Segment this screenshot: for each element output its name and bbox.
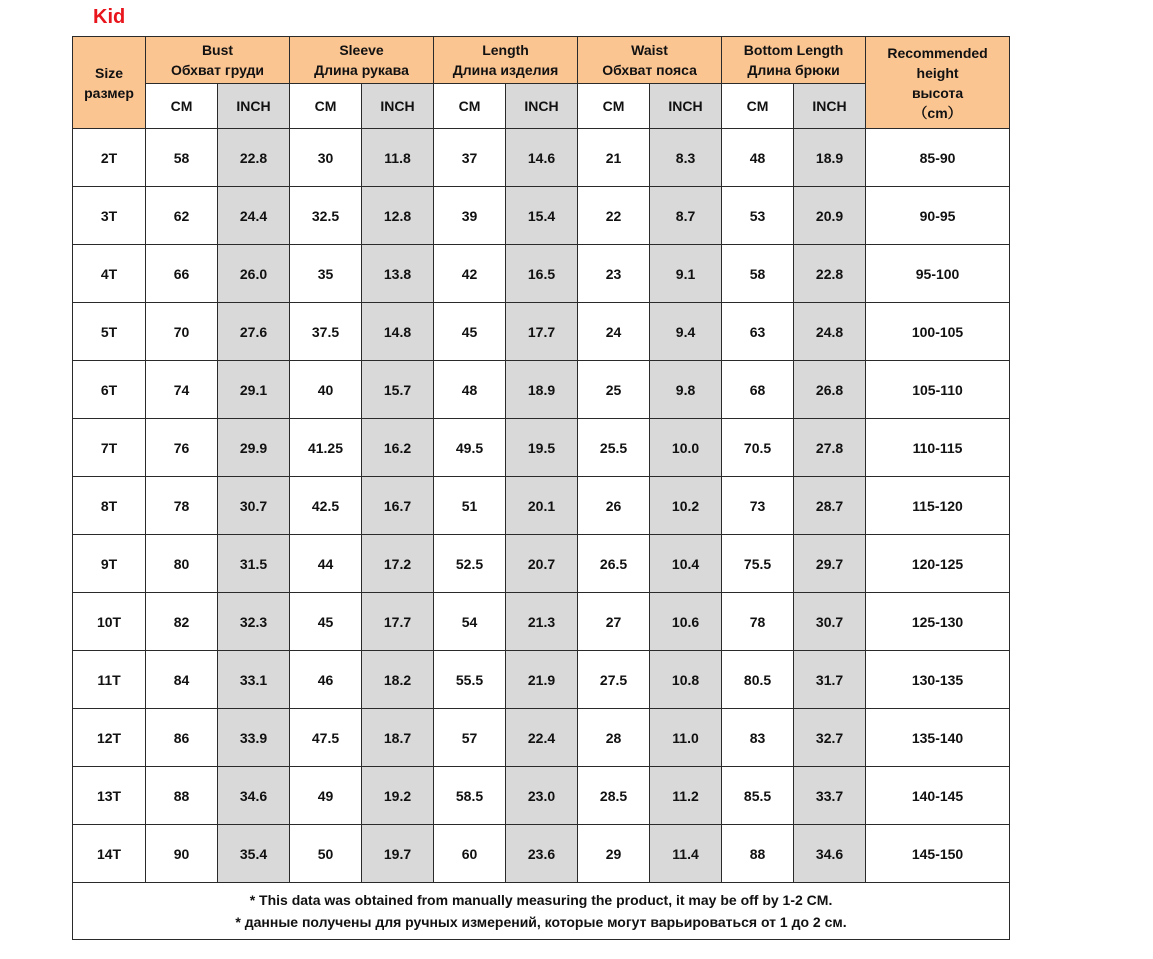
cell-bottom-length-inch: 29.7	[794, 535, 866, 593]
note-russian: * данные получены для ручных измерений, которые могут варьироваться от 1 до 2 см.	[235, 914, 847, 930]
cell-waist-cm: 27.5	[578, 651, 650, 709]
cell-bottom-length-inch: 31.7	[794, 651, 866, 709]
cell-waist-cm: 23	[578, 245, 650, 303]
cell-bust-inch: 24.4	[218, 187, 290, 245]
cell-bust-inch: 33.9	[218, 709, 290, 767]
cell-bottom-length-cm: 53	[722, 187, 794, 245]
unit-inch-header: INCH	[362, 84, 434, 129]
unit-cm-header: CM	[434, 84, 506, 129]
cell-bust-cm: 90	[146, 825, 218, 883]
cell-sleeve-inch: 17.7	[362, 593, 434, 651]
cell-sleeve-inch: 12.8	[362, 187, 434, 245]
cell-length-cm: 60	[434, 825, 506, 883]
header-row-groups	[73, 37, 1010, 84]
cell-bust-cm: 88	[146, 767, 218, 825]
cell-size: 13T	[73, 767, 146, 825]
cell-size: 3T	[73, 187, 146, 245]
cell-bottom-length-cm: 48	[722, 129, 794, 187]
sleeve-header: Sleeve Длина рукава	[290, 37, 434, 84]
cell-bust-inch: 29.9	[218, 419, 290, 477]
cell-waist-inch: 10.6	[650, 593, 722, 651]
cell-length-cm: 45	[434, 303, 506, 361]
cell-size: 8T	[73, 477, 146, 535]
cell-waist-inch: 10.8	[650, 651, 722, 709]
cell-waist-inch: 10.2	[650, 477, 722, 535]
cell-length-inch: 20.1	[506, 477, 578, 535]
cell-waist-cm: 24	[578, 303, 650, 361]
cell-waist-inch: 8.7	[650, 187, 722, 245]
cell-length-inch: 21.3	[506, 593, 578, 651]
recommended-height-header: Recommended height высота （cm）	[866, 37, 1010, 129]
cell-waist-inch: 11.2	[650, 767, 722, 825]
cell-length-cm: 58.5	[434, 767, 506, 825]
cell-sleeve-cm: 35	[290, 245, 362, 303]
cell-size: 11T	[73, 651, 146, 709]
table-row	[73, 825, 1010, 883]
cell-size: 10T	[73, 593, 146, 651]
note-english: * This data was obtained from manually measuring the product, it may be off by 1-2 CM.	[249, 892, 833, 908]
cell-bottom-length-inch: 32.7	[794, 709, 866, 767]
cell-size: 9T	[73, 535, 146, 593]
cell-waist-cm: 25	[578, 361, 650, 419]
cell-bottom-length-cm: 75.5	[722, 535, 794, 593]
cell-bust-inch: 26.0	[218, 245, 290, 303]
table-row	[73, 709, 1010, 767]
cell-bottom-length-inch: 27.8	[794, 419, 866, 477]
cell-sleeve-inch: 16.7	[362, 477, 434, 535]
cell-length-cm: 54	[434, 593, 506, 651]
cell-waist-cm: 22	[578, 187, 650, 245]
cell-bust-inch: 33.1	[218, 651, 290, 709]
cell-recommended-height: 135-140	[866, 709, 1010, 767]
cell-bust-cm: 62	[146, 187, 218, 245]
cell-bottom-length-cm: 63	[722, 303, 794, 361]
cell-sleeve-inch: 18.2	[362, 651, 434, 709]
table-row	[73, 535, 1010, 593]
cell-sleeve-inch: 16.2	[362, 419, 434, 477]
cell-recommended-height: 145-150	[866, 825, 1010, 883]
cell-bust-inch: 22.8	[218, 129, 290, 187]
cell-bottom-length-cm: 88	[722, 825, 794, 883]
cell-recommended-height: 115-120	[866, 477, 1010, 535]
cell-waist-inch: 9.4	[650, 303, 722, 361]
cell-size: 12T	[73, 709, 146, 767]
cell-bottom-length-cm: 83	[722, 709, 794, 767]
cell-bottom-length-inch: 26.8	[794, 361, 866, 419]
cell-sleeve-inch: 19.7	[362, 825, 434, 883]
cell-bottom-length-inch: 33.7	[794, 767, 866, 825]
cell-length-inch: 23.0	[506, 767, 578, 825]
cell-recommended-height: 85-90	[866, 129, 1010, 187]
bust-header: Bust Обхват груди	[146, 37, 290, 84]
cell-bottom-length-cm: 80.5	[722, 651, 794, 709]
cell-size: 6T	[73, 361, 146, 419]
bottom-length-header: Bottom Length Длина брюки	[722, 37, 866, 84]
cell-length-cm: 57	[434, 709, 506, 767]
table-row	[73, 361, 1010, 419]
cell-waist-cm: 25.5	[578, 419, 650, 477]
cell-recommended-height: 120-125	[866, 535, 1010, 593]
cell-sleeve-inch: 19.2	[362, 767, 434, 825]
cell-bottom-length-inch: 24.8	[794, 303, 866, 361]
cell-sleeve-cm: 30	[290, 129, 362, 187]
cell-bust-cm: 66	[146, 245, 218, 303]
cell-length-inch: 23.6	[506, 825, 578, 883]
cell-waist-inch: 8.3	[650, 129, 722, 187]
cell-waist-inch: 9.1	[650, 245, 722, 303]
cell-length-cm: 42	[434, 245, 506, 303]
cell-bust-cm: 84	[146, 651, 218, 709]
measurement-note	[73, 883, 1010, 940]
cell-bottom-length-inch: 34.6	[794, 825, 866, 883]
cell-sleeve-cm: 45	[290, 593, 362, 651]
cell-length-cm: 48	[434, 361, 506, 419]
cell-bottom-length-cm: 85.5	[722, 767, 794, 825]
cell-waist-inch: 9.8	[650, 361, 722, 419]
length-header: Length Длина изделия	[434, 37, 578, 84]
table-row	[73, 593, 1010, 651]
cell-bust-inch: 34.6	[218, 767, 290, 825]
cell-waist-inch: 10.4	[650, 535, 722, 593]
page-title: Kid	[93, 6, 126, 28]
table-row	[73, 477, 1010, 535]
cell-sleeve-cm: 46	[290, 651, 362, 709]
cell-waist-cm: 28	[578, 709, 650, 767]
cell-bust-cm: 74	[146, 361, 218, 419]
cell-recommended-height: 95-100	[866, 245, 1010, 303]
cell-size: 7T	[73, 419, 146, 477]
table-row	[73, 245, 1010, 303]
cell-bottom-length-inch: 30.7	[794, 593, 866, 651]
cell-sleeve-cm: 32.5	[290, 187, 362, 245]
cell-bust-cm: 82	[146, 593, 218, 651]
cell-length-inch: 18.9	[506, 361, 578, 419]
cell-recommended-height: 140-145	[866, 767, 1010, 825]
table-body	[73, 129, 1010, 883]
cell-sleeve-inch: 11.8	[362, 129, 434, 187]
cell-bust-inch: 29.1	[218, 361, 290, 419]
cell-length-inch: 14.6	[506, 129, 578, 187]
cell-length-cm: 52.5	[434, 535, 506, 593]
unit-cm-header: CM	[578, 84, 650, 129]
cell-bust-cm: 76	[146, 419, 218, 477]
cell-waist-inch: 10.0	[650, 419, 722, 477]
cell-waist-cm: 28.5	[578, 767, 650, 825]
cell-recommended-height: 90-95	[866, 187, 1010, 245]
cell-bottom-length-cm: 58	[722, 245, 794, 303]
cell-length-inch: 16.5	[506, 245, 578, 303]
unit-inch-header: INCH	[650, 84, 722, 129]
cell-bust-cm: 58	[146, 129, 218, 187]
size-header: Size размер	[73, 37, 146, 129]
cell-waist-cm: 27	[578, 593, 650, 651]
cell-recommended-height: 105-110	[866, 361, 1010, 419]
unit-inch-header: INCH	[506, 84, 578, 129]
cell-sleeve-inch: 18.7	[362, 709, 434, 767]
cell-bust-inch: 27.6	[218, 303, 290, 361]
table-row	[73, 419, 1010, 477]
cell-bottom-length-cm: 73	[722, 477, 794, 535]
cell-length-inch: 17.7	[506, 303, 578, 361]
cell-sleeve-inch: 15.7	[362, 361, 434, 419]
cell-bottom-length-inch: 28.7	[794, 477, 866, 535]
cell-length-cm: 55.5	[434, 651, 506, 709]
table-row	[73, 129, 1010, 187]
cell-bottom-length-cm: 70.5	[722, 419, 794, 477]
table-row	[73, 651, 1010, 709]
cell-waist-inch: 11.4	[650, 825, 722, 883]
cell-length-inch: 21.9	[506, 651, 578, 709]
cell-waist-cm: 21	[578, 129, 650, 187]
cell-bottom-length-inch: 20.9	[794, 187, 866, 245]
cell-waist-cm: 26	[578, 477, 650, 535]
cell-bust-inch: 31.5	[218, 535, 290, 593]
cell-waist-cm: 26.5	[578, 535, 650, 593]
table-row	[73, 767, 1010, 825]
cell-sleeve-cm: 41.25	[290, 419, 362, 477]
table-row	[73, 303, 1010, 361]
cell-bust-cm: 86	[146, 709, 218, 767]
cell-sleeve-cm: 50	[290, 825, 362, 883]
unit-cm-header: CM	[146, 84, 218, 129]
cell-sleeve-cm: 44	[290, 535, 362, 593]
cell-length-cm: 51	[434, 477, 506, 535]
cell-bottom-length-inch: 18.9	[794, 129, 866, 187]
unit-cm-header: CM	[290, 84, 362, 129]
cell-sleeve-inch: 13.8	[362, 245, 434, 303]
cell-length-inch: 22.4	[506, 709, 578, 767]
cell-waist-cm: 29	[578, 825, 650, 883]
cell-bust-cm: 70	[146, 303, 218, 361]
unit-cm-header: CM	[722, 84, 794, 129]
cell-recommended-height: 100-105	[866, 303, 1010, 361]
unit-inch-header: INCH	[794, 84, 866, 129]
cell-sleeve-cm: 40	[290, 361, 362, 419]
cell-bust-inch: 35.4	[218, 825, 290, 883]
cell-bust-cm: 80	[146, 535, 218, 593]
cell-sleeve-cm: 42.5	[290, 477, 362, 535]
cell-size: 2T	[73, 129, 146, 187]
cell-sleeve-cm: 47.5	[290, 709, 362, 767]
cell-size: 14T	[73, 825, 146, 883]
cell-waist-inch: 11.0	[650, 709, 722, 767]
cell-recommended-height: 110-115	[866, 419, 1010, 477]
cell-length-cm: 39	[434, 187, 506, 245]
cell-sleeve-inch: 14.8	[362, 303, 434, 361]
cell-length-inch: 20.7	[506, 535, 578, 593]
cell-length-cm: 49.5	[434, 419, 506, 477]
cell-length-cm: 37	[434, 129, 506, 187]
cell-sleeve-cm: 37.5	[290, 303, 362, 361]
cell-bottom-length-cm: 68	[722, 361, 794, 419]
cell-recommended-height: 130-135	[866, 651, 1010, 709]
cell-sleeve-cm: 49	[290, 767, 362, 825]
cell-size: 5T	[73, 303, 146, 361]
cell-length-inch: 15.4	[506, 187, 578, 245]
note-row	[73, 883, 1010, 940]
cell-bottom-length-cm: 78	[722, 593, 794, 651]
cell-sleeve-inch: 17.2	[362, 535, 434, 593]
unit-inch-header: INCH	[218, 84, 290, 129]
table-row	[73, 187, 1010, 245]
waist-header: Waist Обхват пояса	[578, 37, 722, 84]
cell-bottom-length-inch: 22.8	[794, 245, 866, 303]
cell-recommended-height: 125-130	[866, 593, 1010, 651]
cell-bust-inch: 32.3	[218, 593, 290, 651]
size-chart-table	[72, 36, 1010, 940]
cell-bust-inch: 30.7	[218, 477, 290, 535]
cell-length-inch: 19.5	[506, 419, 578, 477]
cell-size: 4T	[73, 245, 146, 303]
cell-bust-cm: 78	[146, 477, 218, 535]
